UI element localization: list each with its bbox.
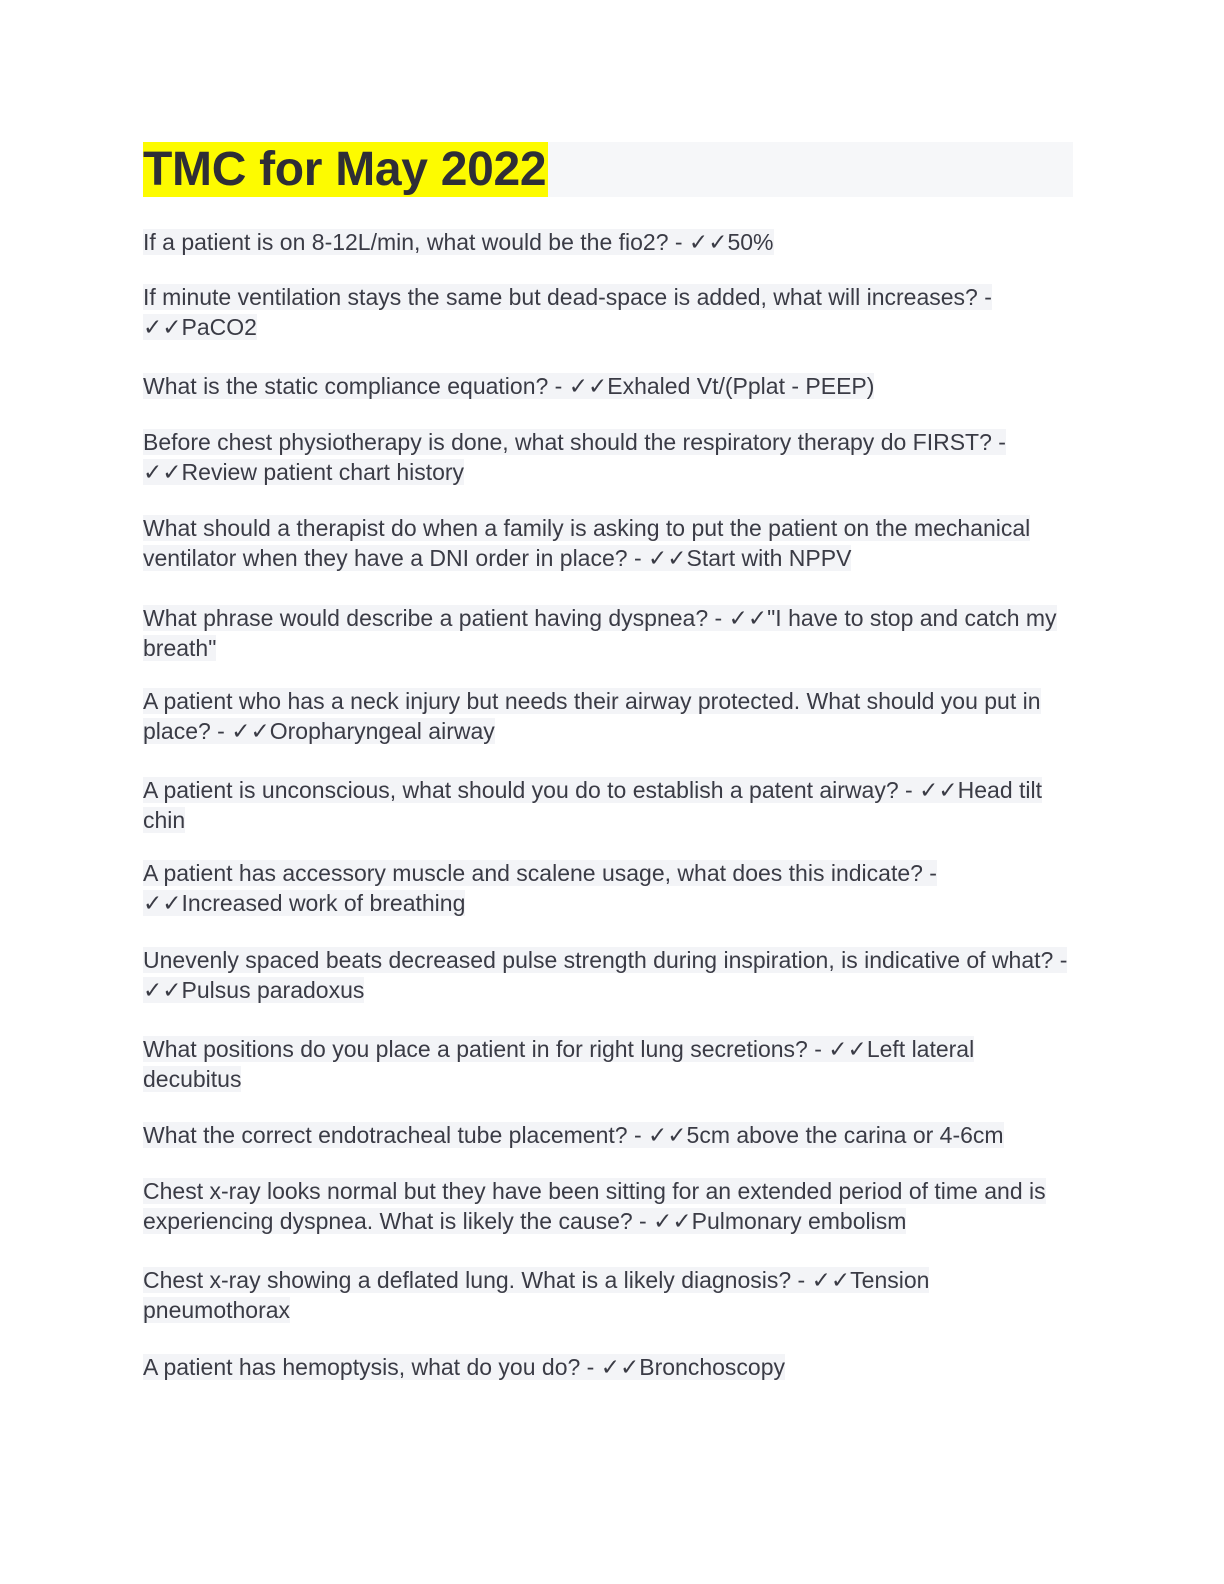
qa-text: Chest x-ray looks normal but they have been sitting for an extended period of time and is experiencing dyspnea. What is likely the cause? - ✓✓Pulmonary embolism — [143, 1178, 1046, 1234]
qa-item — [143, 371, 1078, 401]
qa-text: If minute ventilation stays the same but dead-space is added, what will increases? - ✓✓PaCO2 — [143, 284, 992, 340]
qa-text: What positions do you place a patient in for right lung secretions? - ✓✓Left lateral decubitus — [143, 1036, 975, 1092]
document-title: TMC for May 2022 — [143, 143, 547, 196]
qa-text: What is the static compliance equation? - ✓✓Exhaled Vt/(Pplat - PEEP) — [143, 373, 875, 399]
qa-item — [143, 858, 1078, 918]
qa-text: Before chest physiotherapy is done, what should the respiratory therapy do FIRST? - ✓✓Review patient chart history — [143, 429, 1006, 485]
qa-text: A patient has accessory muscle and scalene usage, what does this indicate? - ✓✓Increased work of breathing — [143, 860, 937, 916]
qa-item — [143, 427, 1078, 487]
qa-text: A patient has hemoptysis, what do you do? - ✓✓Bronchoscopy — [143, 1354, 786, 1380]
qa-item — [143, 227, 1078, 257]
qa-item — [143, 513, 1078, 573]
qa-item — [143, 1034, 1078, 1094]
qa-text: Unevenly spaced beats decreased pulse strength during inspiration, is indicative of what? - ✓✓Pulsus paradoxus — [143, 947, 1068, 1003]
qa-item — [143, 686, 1078, 746]
qa-text: What should a therapist do when a family is asking to put the patient on the mechanical ventilator when they have a DNI order in place? - ✓✓Start with NPPV — [143, 515, 1031, 571]
qa-item — [143, 1352, 1078, 1382]
qa-text: What phrase would describe a patient having dyspnea? - ✓✓"I have to stop and catch my breath" — [143, 605, 1057, 661]
qa-item — [143, 1176, 1078, 1236]
qa-item — [143, 945, 1078, 1005]
qa-text: A patient is unconscious, what should you do to establish a patent airway? - ✓✓Head tilt chin — [143, 777, 1042, 833]
qa-text: What the correct endotracheal tube placement? - ✓✓5cm above the carina or 4-6cm — [143, 1122, 1004, 1148]
qa-item — [143, 603, 1078, 663]
qa-text: Chest x-ray showing a deflated lung. What is a likely diagnosis? - ✓✓Tension pneumothorax — [143, 1267, 930, 1323]
qa-item — [143, 282, 1078, 342]
qa-item — [143, 1120, 1078, 1150]
qa-item — [143, 1265, 1078, 1325]
qa-item — [143, 775, 1078, 835]
qa-text: If a patient is on 8-12L/min, what would be the fio2? - ✓✓50% — [143, 229, 774, 255]
qa-text: A patient who has a neck injury but needs their airway protected. What should you put in place? - ✓✓Oropharyngeal airway — [143, 688, 1041, 744]
